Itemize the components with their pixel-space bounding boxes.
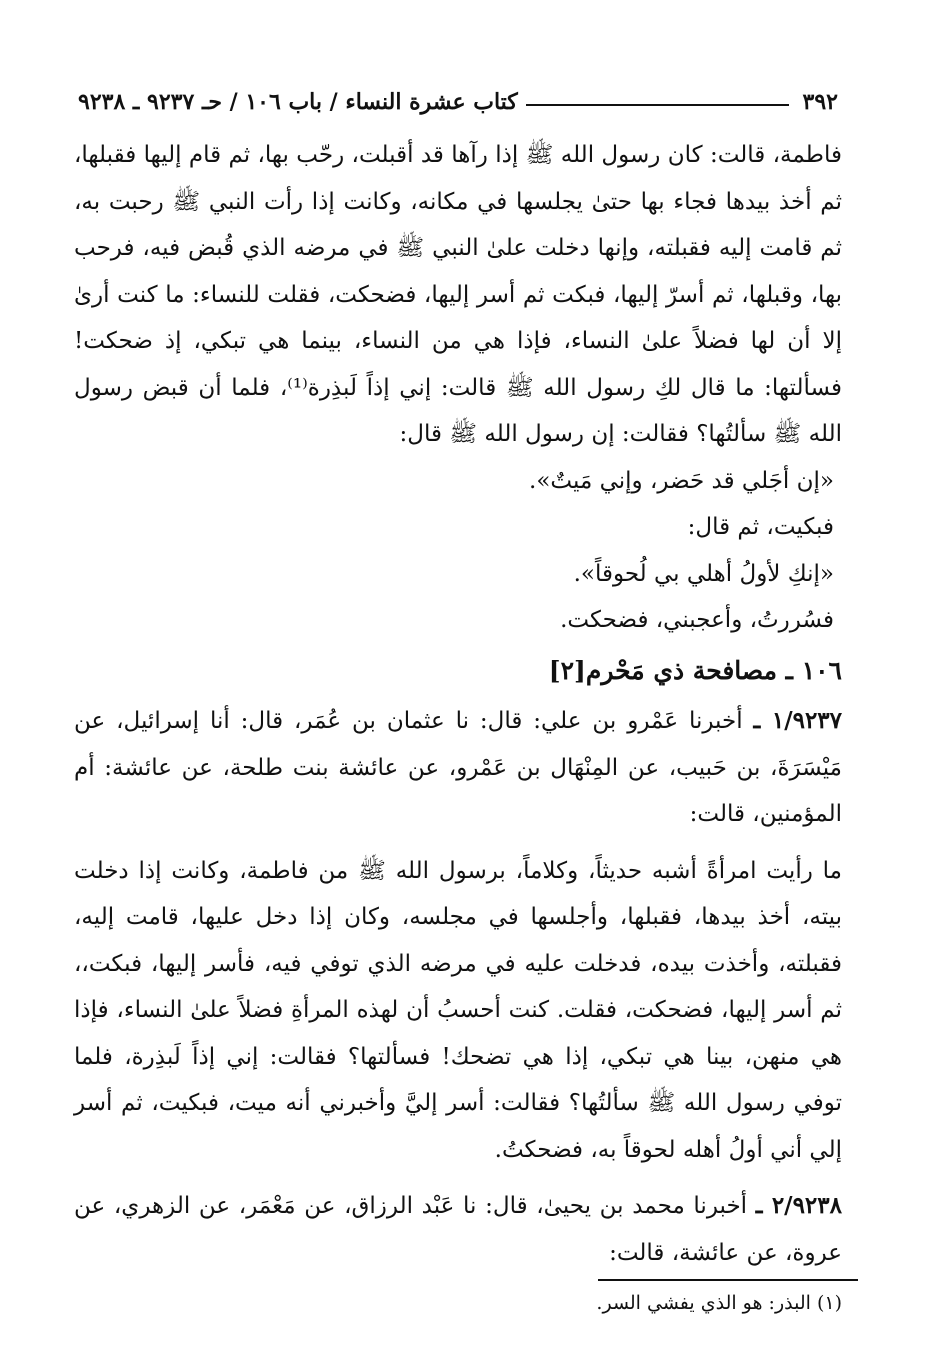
prophetic-quote: «إن أجَلي قد حَضر، وإني مَيتٌ». — [529, 467, 834, 494]
page-number: ٣٩٢ — [802, 89, 838, 115]
running-title: كتاب عشرة النساء / باب ١٠٦ / حـ ٩٢٣٧ ـ ٩٢٣٨ — [78, 89, 518, 115]
hadith-number: ١/٩٢٣٧ ـ — [753, 707, 843, 734]
paragraph: فبكيت، ثم قال: — [687, 514, 834, 540]
hadith-number: ٢/٩٢٣٨ ـ — [755, 1192, 842, 1219]
spacer — [74, 838, 842, 848]
footnote: (١) البذر: هو الذي يفشي السر. — [596, 1292, 842, 1314]
footnote-rule — [598, 1279, 858, 1281]
isnad-text: أخبرنا محمد بن يحيىٰ، قال: نا عَبْد الرزاق، عن مَعْمَر، عن الزهري، عن عروة، عن عائشة، قالت: — [74, 1193, 842, 1266]
spacer — [74, 1173, 842, 1183]
page-header — [78, 84, 838, 120]
header-rule — [526, 104, 789, 106]
section-heading: ١٠٦ ـ مصافحة ذي مَحْرم[٢] — [548, 655, 842, 685]
hadith-matn: ما رأيت امرأةً أشبه حديثاً، وكلاماً، برسول الله ﷺ من فاطمة، وكانت إذا دخلت بيته، أخذ بيدها، فقبلها، وأجلسها في مجلسه، وكان إذا دخل عليها، قامت إليه، فقبلته، وأخذت بيده، فدخلت عليه في مرضه الذي توفي فيه، فأسر إليها، فبكت،، ثم أسر إليها، فضحكت، فقلت. كنت أحسبُ أن لهذه المرأةِ فضلاً علىٰ النساء، فإذا هي منهن، بينا هي تبكي، إذا هي تضحك! فسألتها؟ فقالت: إني إذاً لَبذِرة، فلما توفي رسول الله ﷺ سألتُها؟ فقالت: أسر إليَّ وأخبرني أنه ميت، فبكيت، ثم أسر إلي أني أولُ أهله لحوقاً به، فضحكتُ. — [74, 857, 842, 1163]
paragraph: فاطمة، قالت: كان رسول الله ﷺ إذا رآها قد أقبلت، رحّب بها، ثم قام إليها فقبلها، ثم أخذ بيدها فجاء بها حتىٰ يجلسها في مكانه، وكانت إذا رأت النبي ﷺ رحبت به، ثم قامت إليه فقبلته، وإنها دخلت علىٰ النبي ﷺ في مرضه الذي قُبض فيه، فرحب بها، وقبلها، ثم أسرّ إليها، فبكت ثم أسر إليها، فضحكت، فقلت للنساء: ما كنت أرىٰ إلا أن لها فضلاً علىٰ النساء، فإذا هي من النساء، بينما هي تبكي، إذ ضحكت! فسألتها: ما قال لكِ رسول الله ﷺ قالت: إني إذاً لَبذِرة⁽¹⁾، فلما أن قبض رسول الله ﷺ سألتُها؟ فقالت: إن رسول الله ﷺ قال: — [74, 142, 842, 447]
isnad-text: أخبرنا عَمْرو بن علي: قال: نا عثمان بن عُمَر، قال: أنا إسرائيل، عن مَيْسَرَةَ، بن حَبيب، عن المِنْهَال بن عَمْرو، عن عائشة بنت طلحة، عن عائشة: أم المؤمنين، قالت: — [74, 708, 842, 827]
prophetic-quote: «إنكِ لأولُ أهلي بي لُحوقاً». — [573, 560, 834, 587]
paragraph: فسُررتُ، وأعجبني، فضحكت. — [560, 607, 834, 633]
hadith-isnad — [74, 698, 842, 838]
hadith-isnad — [74, 1183, 842, 1276]
main-text — [74, 132, 842, 1276]
